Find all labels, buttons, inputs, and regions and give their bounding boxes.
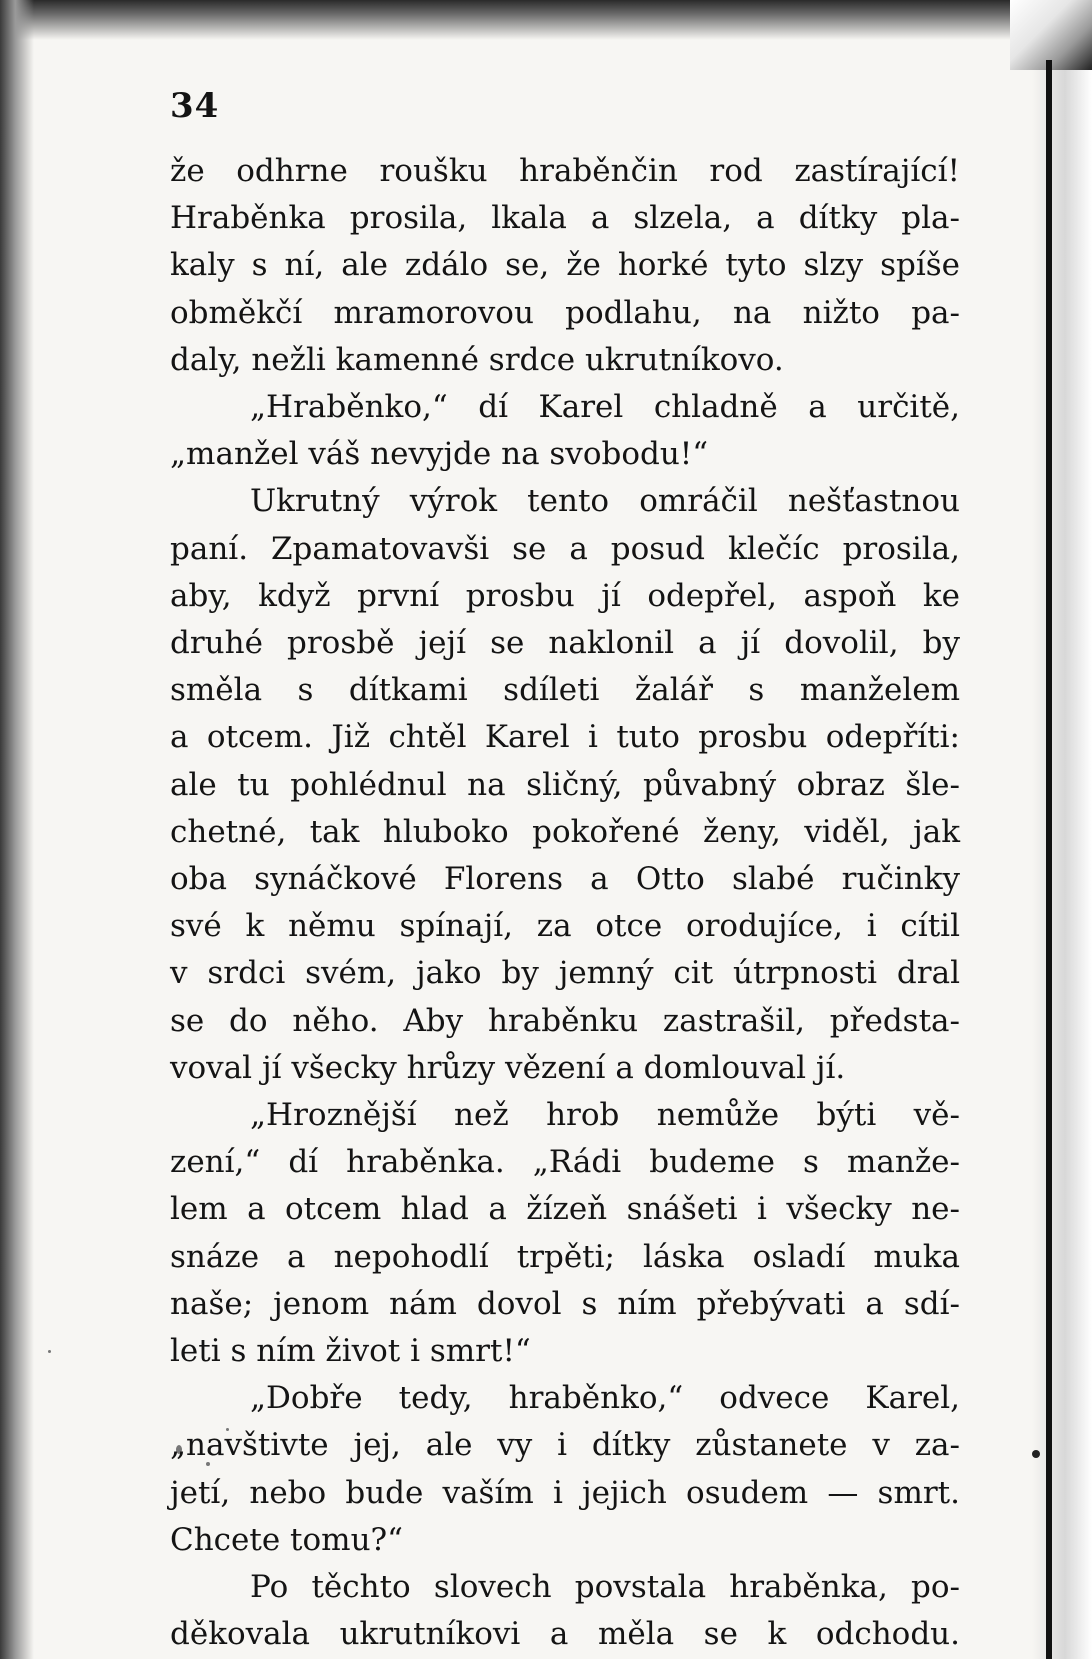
text-line: své k němu spínají, za otce orodujíce, i cítil: [170, 908, 960, 945]
text-line: leti s ním život i smrt!“: [170, 1333, 531, 1370]
text-line: že odhrne roušku hraběnčin rod zastírající!: [170, 153, 960, 189]
text-line: „manžel váš nevyjde na svobodu!“: [170, 436, 709, 473]
page-shadow-top: [0, 0, 1092, 40]
text-line: se do něho. Aby hraběnku zastrašil, předsta-: [170, 1002, 960, 1039]
text-line: děkovala ukrutníkovi a měla se k odchodu.: [170, 1616, 960, 1653]
text-line: směla s dítkami sdíleti žalář s manželem: [170, 672, 960, 709]
text-line: paní. Zpamatovavši se a posud klečíc prosila,: [170, 530, 960, 567]
page-shadow-left: [0, 0, 34, 1659]
text-line: druhé prosbě její se naklonil a jí dovolil, by: [170, 625, 960, 662]
speck: [1032, 1450, 1040, 1458]
text-line: Hraběnka prosila, lkala a slzela, a dítky pla-: [170, 200, 960, 237]
text-line: „Hraběnko,“ dí Karel chladně a určitě,: [250, 389, 960, 426]
text-line: voval jí všecky hrůzy vězení a domlouval jí.: [170, 1049, 846, 1086]
body-text: [170, 148, 960, 1659]
text-line: obměkčí mramorovou podlahu, na nižto pa-: [170, 294, 960, 331]
text-line: aby, když první prosbu jí odepřel, aspoň ke: [170, 577, 960, 614]
page-number: 34: [170, 86, 220, 126]
text-line: „Hroznější než hrob nemůže býti vě-: [250, 1097, 960, 1134]
text-line: „Dobře tedy, hraběnko,“ odvece Karel,: [250, 1380, 960, 1417]
text-line: Po těchto slovech povstala hraběnka, po-: [250, 1569, 960, 1606]
text-line: Chcete tomu?“: [170, 1521, 403, 1558]
speck: [48, 1350, 51, 1353]
text-line: snáze a nepohodlí trpěti; láska osladí muka: [170, 1238, 960, 1275]
text-line: Ukrutný výrok tento omráčil nešťastnou: [250, 483, 960, 520]
text-line: ale tu pohlédnul na sličný, půvabný obraz šle-: [170, 766, 960, 803]
text-line: v srdci svém, jako by jemný cit útrpnosti dral: [170, 955, 960, 992]
text-line: naše; jenom nám dovol s ním přebývati a sdí-: [170, 1285, 960, 1322]
text-line: „navštivte jej, ale vy i dítky zůstanete v za-: [170, 1427, 960, 1464]
text-line: lem a otcem hlad a žízeň snášeti i všecky ne-: [170, 1191, 960, 1228]
text-line: daly, nežli kamenné srdce ukrutníkovo.: [170, 341, 784, 378]
page-edge-right: [1032, 0, 1092, 1659]
text-line: jetí, nebo bude vaším i jejich osudem — smrt.: [170, 1474, 960, 1511]
text-line: kaly s ní, ale zdálo se, že horké tyto slzy spíše: [170, 247, 960, 284]
text-line: chetné, tak hluboko pokořené ženy, viděl, jak: [170, 813, 960, 850]
text-line: oba synáčkové Florens a Otto slabé ručinky: [170, 861, 960, 898]
book-spine-line: [1046, 60, 1052, 1659]
text-line: a otcem. Již chtěl Karel i tuto prosbu odepříti:: [170, 719, 960, 756]
text-line: zení,“ dí hraběnka. „Rádi budeme s manže-: [170, 1144, 960, 1181]
